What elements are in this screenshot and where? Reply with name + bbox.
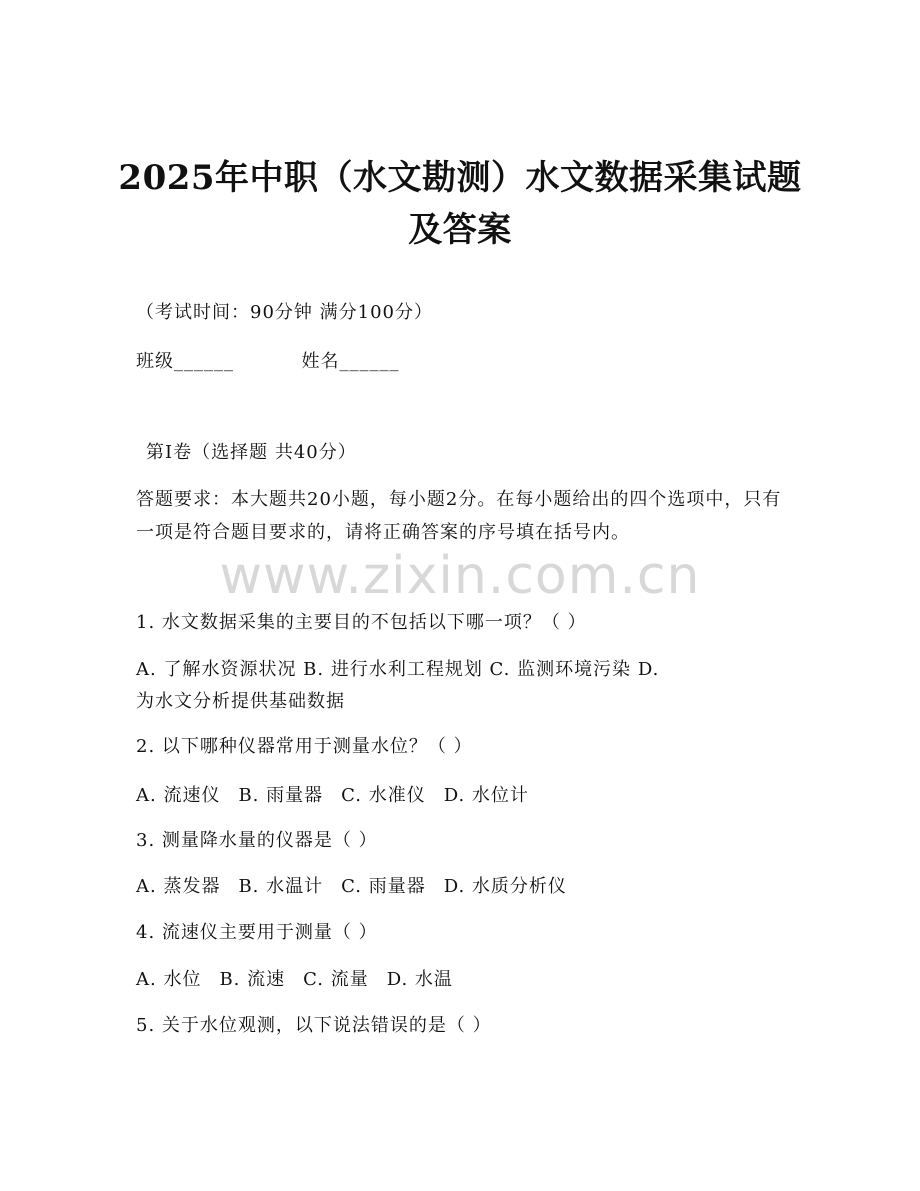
question-4-stem: 4. 流速仪主要用于测量（ ） — [136, 922, 378, 943]
option-c: C. 流量 — [303, 969, 369, 990]
option-a: A. 水位 — [136, 969, 202, 990]
student-info-row — [136, 349, 399, 375]
option-d: D. 水质分析仪 — [443, 876, 567, 897]
option-b: B. 水温计 — [238, 876, 324, 897]
option-c: C. 水准仪 — [341, 785, 426, 806]
option-a: A. 蒸发器 — [136, 876, 221, 897]
question-5-stem: 5. 关于水位观测，以下说法错误的是（ ） — [136, 1015, 492, 1036]
watermark: www.zixin.com.cn — [219, 546, 701, 606]
name-field-label: 姓名______ — [301, 351, 400, 372]
document-title-line1: 2025年中职（水文勘测）水文数据采集试题 — [118, 158, 802, 198]
question-1-options-line2: 为水文分析提供基础数据 — [136, 691, 345, 712]
option-b: B. 雨量器 — [238, 785, 324, 806]
question-3-options — [136, 874, 567, 900]
question-2-stem: 2. 以下哪种仪器常用于测量水位？（ ） — [136, 736, 473, 757]
question-1-options-line1: A. 了解水资源状况 B. 进行水利工程规划 C. 监测环境污染 D. — [136, 659, 660, 680]
option-d: D. 水位计 — [443, 785, 529, 806]
instructions: 答题要求：本大题共20小题，每小题2分。在每小题给出的四个选项中，只有一项是符合题目要求的，请将正确答案的序号填在括号内。 — [136, 489, 782, 543]
option-d: D. 水温 — [386, 969, 453, 990]
question-2-options — [136, 783, 529, 809]
option-c: C. 雨量器 — [341, 876, 426, 897]
exam-info: （考试时间：90分钟 满分100分） — [136, 302, 433, 323]
class-field-label: 班级______ — [136, 351, 234, 372]
question-1-stem: 1. 水文数据采集的主要目的不包括以下哪一项？（ ） — [136, 612, 587, 633]
option-a: A. 流速仪 — [136, 785, 221, 806]
document-title-line2: 及答案 — [408, 210, 512, 250]
question-4-options — [136, 967, 453, 993]
option-b: B. 流速 — [219, 969, 286, 990]
section-title: 第I卷（选择题 共40分） — [146, 442, 357, 463]
question-3-stem: 3. 测量降水量的仪器是（ ） — [136, 830, 378, 851]
